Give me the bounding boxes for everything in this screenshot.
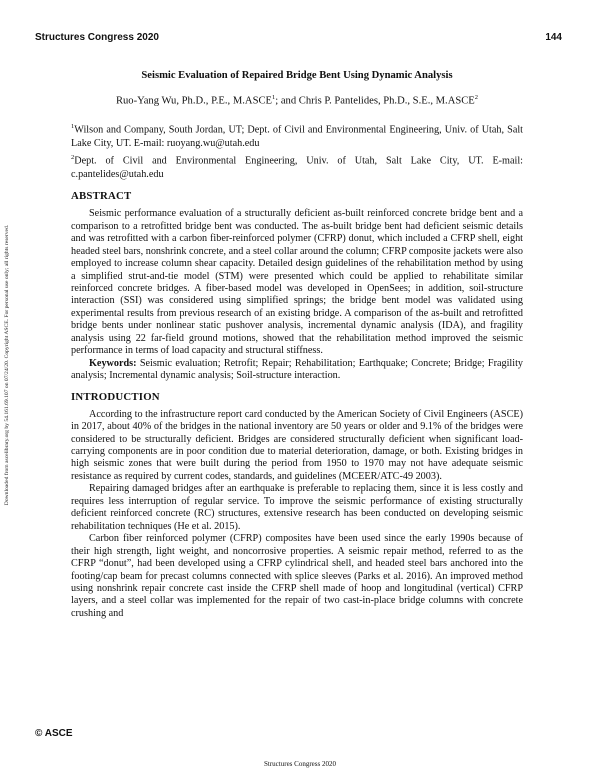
- copyright-notice: © ASCE: [35, 728, 73, 739]
- page-number: 144: [545, 32, 562, 43]
- download-watermark: Downloaded from ascelibrary.org by 54.161.69.107 on 07/24/20. Copyright ASCE. For personal use only; all rights reserved.: [4, 224, 10, 506]
- keywords-label: Keywords:: [89, 357, 137, 369]
- page-body: [71, 70, 523, 620]
- affiliation-1-text: Wilson and Company, South Jordan, UT; Dept. of Civil and Environmental Engineering, Univ. of Utah, Salt Lake City, UT. E-mail: ruoyang.wu@utah.edu: [71, 123, 523, 149]
- journal-header: Structures Congress 2020: [35, 32, 159, 43]
- author-2-sup: 2: [474, 94, 479, 101]
- affiliation-2: [71, 151, 523, 182]
- author-2: ; and Chris P. Pantelides, Ph.D., S.E., M.ASCE: [275, 95, 475, 107]
- intro-paragraph-3: Carbon fiber reinforced polymer (CFRP) composites have been used since the early 1990s because of their high strength, light weight, and noncorrosive properties. A seismic repair method, referred to as the CFRP “donut”, had been developed using a CFRP cylindrical shell, and headed steel bars anchored into the footing/cap beam for precast columns connected with splice sleeves (Parks et al. 2016). An improved method using nonshrink repair concrete cast inside the CFRP shell made of hoop and longitudinal (vertical) CFRP layers, and a steel collar was implemented for the repair of two cast-in-place bridge columns with concrete crushing and: [71, 533, 523, 619]
- keywords: [71, 358, 523, 383]
- affiliation-2-sup: 2: [71, 153, 75, 161]
- introduction-heading: INTRODUCTION: [71, 390, 160, 403]
- author-1: Ruo-Yang Wu, Ph.D., P.E., M.ASCE: [115, 95, 272, 107]
- abstract-heading: ABSTRACT: [71, 190, 132, 203]
- intro-paragraph-1: According to the infrastructure report card conducted by the American Society of Civil Engineers (ASCE) in 2017, about 40% of the bridges in the national inventory are 50 years or older and 9.1% of the bridges were considered to be structurally deficient. Bridges are considered structurally deficient when significant load-carrying components are in poor condition due to material deterioration, damage, or both. Existing bridges in high seismic zones that were built during the period from 1950 to 1970 may not have adequate seismic resistance as required by current codes, standards, and guidelines (MCEER/ATC-49 2003).: [71, 408, 523, 482]
- intro-paragraph-2: Repairing damaged bridges after an earthquake is preferable to replacing them, since it is less costly and requires less interruption of regular service. To improve the seismic performance of existing structurally deficient reinforced concrete (RC) structures, extensive research has been conducted on developing seismic rehabilitation techniques (He et al. 2015).: [71, 483, 523, 532]
- affiliation-1: [71, 120, 523, 151]
- affiliation-2-text: Dept. of Civil and Environmental Engineering, Univ. of Utah, Salt Lake City, UT. E-mail: c.pantelides@utah.edu: [71, 155, 523, 181]
- footer-journal: Structures Congress 2020: [264, 760, 336, 768]
- author-1-sup: 1: [272, 94, 276, 101]
- affiliation-1-sup: 1: [71, 122, 75, 130]
- abstract-text: Seismic performance evaluation of a structurally deficient as-built reinforced concrete bridge bent and a comparison to a retrofitted bridge bent was conducted. The as-built bridge bent had deficient seismic details and was retrofitted with a carbon fiber-reinforced polymer (CFRP) donut, which included a CFRP shell, eight headed steel bars, nonshrink concrete, and a steel collar around the column; CFRP composite jackets were also employed to increase column shear capacity. Detailed design guidelines of the rehabilitation method by using a simplified strut-and-tie model (STM) were presented which could be applied to rehabilitate similar reinforced concrete bridges. A fiber-based model was developed in OpenSees; in addition, soil-structure interaction (SSI) was considered using simplified springs; the bridge bent model was validated using experimental results from previous research of an existing bridge. A comparison of the as-built and retrofitted bridge bents under nonlinear static pushover analysis, incremental dynamic analysis (IDA), and fragility analysis using 22 far-field ground motions, showed that the rehabilitation method improved the seismic performance in terms of load capacity and structural stiffness.: [71, 208, 523, 357]
- author-line: [71, 94, 523, 107]
- keywords-text: Seismic evaluation; Retrofit; Repair; Rehabilitation; Earthquake; Concrete; Bridge; Fragility analysis; Incremental dynamic analysis; Soil-structure interaction.: [71, 357, 523, 382]
- paper-title: Seismic Evaluation of Repaired Bridge Bent Using Dynamic Analysis: [141, 70, 453, 81]
